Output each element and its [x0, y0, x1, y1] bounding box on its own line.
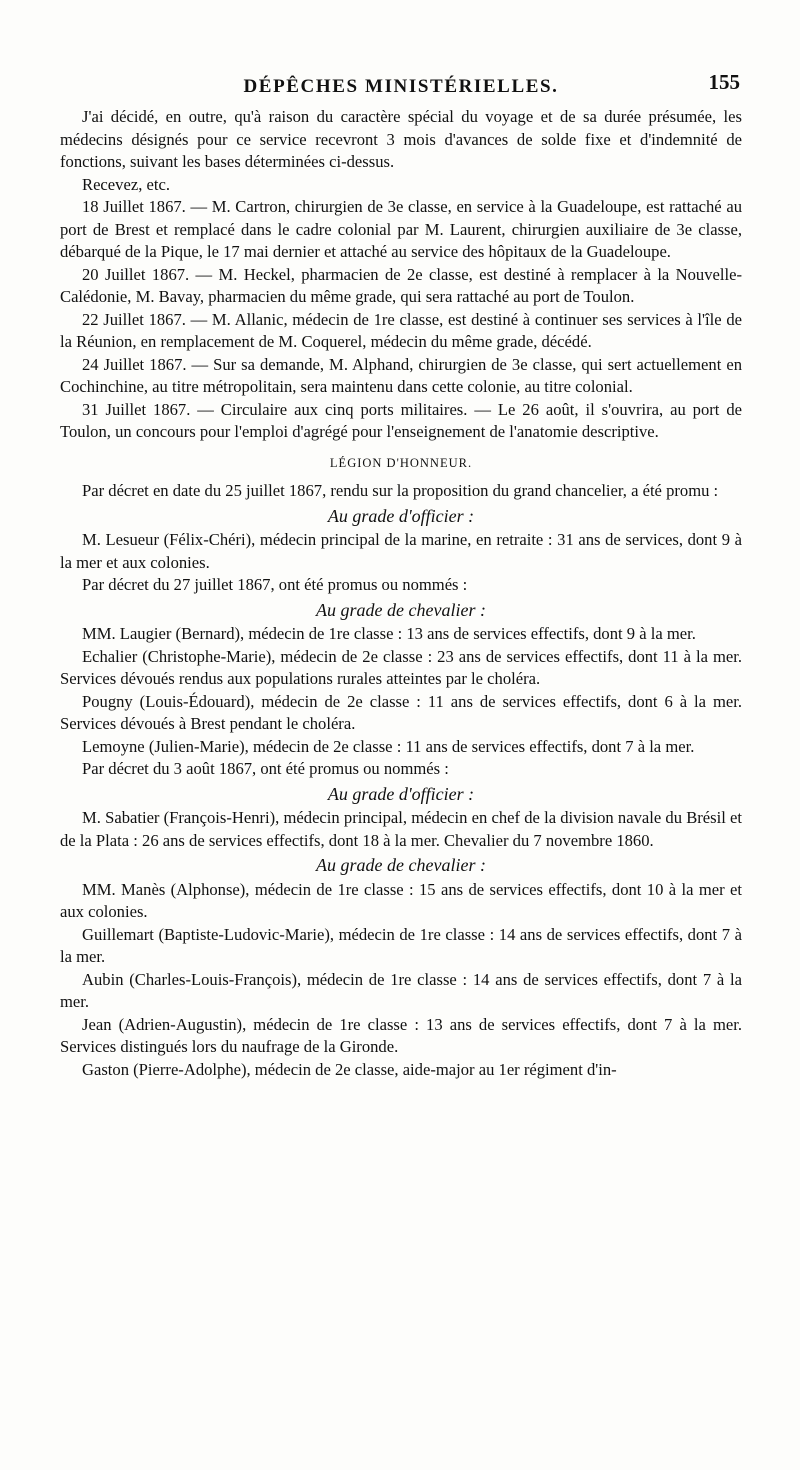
entry-gaston: Gaston (Pierre-Adolphe), médecin de 2e classe, aide-major au 1er régiment d'in-: [82, 1059, 617, 1079]
grade-heading-chevalier: Au grade de chevalier :: [316, 599, 486, 620]
grade-heading-officier-2: Au grade d'officier :: [327, 783, 475, 804]
decree-25-juillet: Par décret en date du 25 juillet 1867, rendu sur la proposition du grand chancelier, a été promu :: [82, 481, 719, 500]
entry-guillemart: Guillemart (Baptiste-Ludovic-Marie), médecin de 1re classe : 14 ans de services effectifs, dont 7 à la mer.: [60, 924, 742, 966]
entry-22-juillet: 22 Juillet 1867. — M. Allanic, médecin de 1re classe, est destiné à continuer ses services à l'île de la Réunion, en remplacement de M. Coquerel, médecin du même grade, décédé.: [60, 309, 742, 351]
entry-jean: Jean (Adrien-Augustin), médecin de 1re classe : 13 ans de services effectifs, dont 7 à la mer. Services distingués lors du naufrage de la Gironde.: [60, 1014, 742, 1056]
grade-heading-chevalier-2: Au grade de chevalier :: [316, 855, 486, 875]
entry-18-juillet: 18 Juillet 1867. — M. Cartron, chirurgien de 3e classe, en service à la Guadeloupe, est rattaché au port de Brest et remplacé dans le cadre colonial par M. Laurent, chirurgien auxiliaire de 3e classe, débarqué de la Pique, le 17 mai dernier et attaché au service des hôpitaux de la Guadeloupe.: [60, 197, 742, 261]
entry-echalier: Echalier (Christophe-Marie), médecin de 2e classe : 23 ans de services effectifs, dont 11 à la mer. Services dévoués rendus aux populations rurales atteintes par le choléra.: [60, 646, 742, 688]
decree-27-juillet: Par décret du 27 juillet 1867, ont été promus ou nommés :: [82, 575, 468, 594]
running-header: [60, 70, 742, 106]
entry-manes: MM. Manès (Alphonse), médecin de 1re classe : 15 ans de services effectifs, dont 10 à la mer et aux colonies.: [60, 879, 742, 921]
entry-31-juillet: 31 Juillet 1867. — Circulaire aux cinq ports militaires. — Le 26 août, il s'ouvrira, au port de Toulon, un concours pour l'emploi d'agrégé pour l'enseignement de l'anatomie descriptive.: [60, 399, 742, 441]
entry-sabatier: M. Sabatier (François-Henri), médecin principal, médecin en chef de la division navale du Brésil et de la Plata : 26 ans de services effectifs, dont 18 à la mer. Chevalier du 7 novembre 1860.: [60, 808, 742, 850]
entry-lesueur: M. Lesueur (Félix-Chéri), médecin principal de la marine, en retraite : 31 ans de services, dont 9 à la mer et aux colonies.: [60, 530, 742, 572]
page-body: [60, 106, 742, 1081]
page-number: 155: [708, 70, 740, 94]
entry-laugier: MM. Laugier (Bernard), médecin de 1re classe : 13 ans de services effectifs, dont 9 à la mer.: [82, 624, 696, 643]
entry-lemoyne: Lemoyne (Julien-Marie), médecin de 2e classe : 11 ans de services effectifs, dont 7 à la mer.: [82, 736, 695, 756]
section-heading: LÉGION D'HONNEUR.: [329, 455, 473, 470]
entry-20-juillet: 20 Juillet 1867. — M. Heckel, pharmacien de 2e classe, est destiné à remplacer à la Nouvelle-Calédonie, M. Bavay, pharmacien du même grade, qui sera rattaché au port de Toulon.: [60, 264, 742, 306]
running-title: DÉPÊCHES MINISTÉRIELLES.: [243, 76, 559, 97]
paragraph-avances: J'ai décidé, en outre, qu'à raison du caractère spécial du voyage et de sa durée présumée, les médecins désignés pour ce service recevront 3 mois d'avances de solde fixe et d'indemnité de fonctions, suivant les bases déterminées ci-dessus.: [60, 107, 742, 171]
paragraph-recevez: Recevez, etc.: [82, 174, 170, 194]
entry-24-juillet: 24 Juillet 1867. — Sur sa demande, M. Alphand, chirurgien de 3e classe, qui sert actuellement en Cochinchine, au titre métropolitain, sera maintenu dans cette colonie, au titre colonial.: [60, 354, 742, 396]
decree-3-aout: Par décret du 3 août 1867, ont été promus ou nommés :: [82, 759, 449, 778]
entry-aubin: Aubin (Charles-Louis-François), médecin de 1re classe : 14 ans de services effectifs, dont 7 à la mer.: [60, 969, 742, 1011]
entry-pougny: Pougny (Louis-Édouard), médecin de 2e classe : 11 ans de services effectifs, dont 6 à la mer. Services dévoués à Brest pendant le choléra.: [60, 691, 742, 733]
grade-heading-officier: Au grade d'officier :: [327, 505, 475, 526]
